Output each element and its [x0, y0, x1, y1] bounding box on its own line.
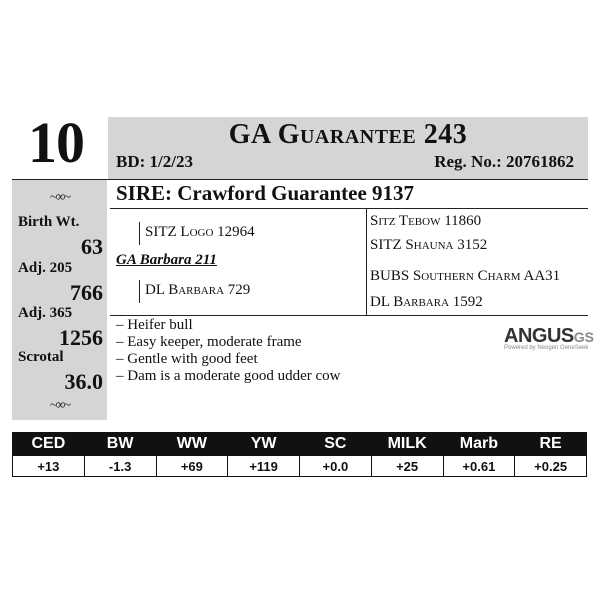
epd-value-sc: +0.0 [300, 456, 372, 477]
logo-subtext: Powered by Neogen GeneSeek [504, 345, 589, 351]
stats-sidebar [12, 180, 107, 420]
stat-value-adj-365: 1256 [59, 325, 103, 350]
epd-value-milk: +25 [371, 456, 443, 477]
notes-list [116, 317, 341, 385]
note-item: – Heifer bull [116, 317, 193, 333]
pedigree-sire-sire: SITZ Logo 12964 [145, 224, 255, 240]
epd-value-marb: +0.61 [443, 456, 515, 477]
stat-label-adj-365: Adj. 365 [18, 305, 73, 321]
pedigree-bracket-sire [139, 222, 140, 245]
flourish-top-ornament: ~∞~ [49, 190, 70, 205]
birth-date: BD: 1/2/23 [116, 152, 193, 171]
pedigree-gg-1: Sitz Tebow 11860 [370, 213, 482, 229]
angus-gs-logo [504, 325, 594, 359]
epd-value-row [13, 456, 587, 477]
epd-header-yw: YW [228, 433, 300, 456]
stat-label-scrotal: Scrotal [18, 349, 64, 365]
epd-value-ced: +13 [13, 456, 85, 477]
stat-value-scrotal: 36.0 [64, 369, 103, 394]
logo-main-text: ANGUS [504, 325, 574, 347]
epd-header-row [13, 433, 587, 456]
stat-value-birth-wt: 63 [81, 234, 103, 259]
stat-label-birth-wt: Birth Wt. [18, 214, 80, 230]
pedigree-vertical-divider [366, 209, 367, 315]
note-item: – Easy keeper, moderate frame [116, 334, 302, 350]
pedigree-bracket-dam [139, 280, 140, 303]
stat-value-adj-205: 766 [70, 280, 103, 305]
note-item: – Gentle with good feet [116, 351, 258, 367]
title-band [108, 117, 588, 179]
notes-divider [110, 315, 588, 316]
stat-label-adj-205: Adj. 205 [18, 260, 73, 276]
epd-header-ced: CED [13, 433, 85, 456]
pedigree-dam: GA Barbara 211 [116, 252, 217, 268]
pedigree-gg-2: SITZ Shauna 3152 [370, 237, 488, 253]
logo-suffix-text: GS [573, 329, 594, 345]
pedigree-gg-4: DL Barbara 1592 [370, 294, 483, 310]
epd-header-ww: WW [156, 433, 228, 456]
pedigree-dam-sire: DL Barbara 729 [145, 282, 251, 298]
epd-header-marb: Marb [443, 433, 515, 456]
epd-header-bw: BW [84, 433, 156, 456]
epd-header-sc: SC [300, 433, 372, 456]
lot-number: 10 [28, 110, 84, 175]
sire-divider [110, 208, 588, 209]
animal-name: GA Guarantee 243 [228, 119, 468, 150]
flourish-bottom-ornament: ~∞~ [49, 398, 70, 413]
sire-line: SIRE: Crawford Guarantee 9137 [116, 181, 415, 205]
pedigree-gg-3: BUBS Southern Charm AA31 [370, 268, 561, 284]
epd-table [12, 432, 587, 477]
epd-value-bw: -1.3 [84, 456, 156, 477]
epd-value-re: +0.25 [515, 456, 587, 477]
note-item: – Dam is a moderate good udder cow [116, 368, 341, 384]
registration-number: Reg. No.: 20761862 [434, 152, 574, 171]
epd-header-re: RE [515, 433, 587, 456]
epd-value-ww: +69 [156, 456, 228, 477]
epd-value-yw: +119 [228, 456, 300, 477]
epd-header-milk: MILK [371, 433, 443, 456]
